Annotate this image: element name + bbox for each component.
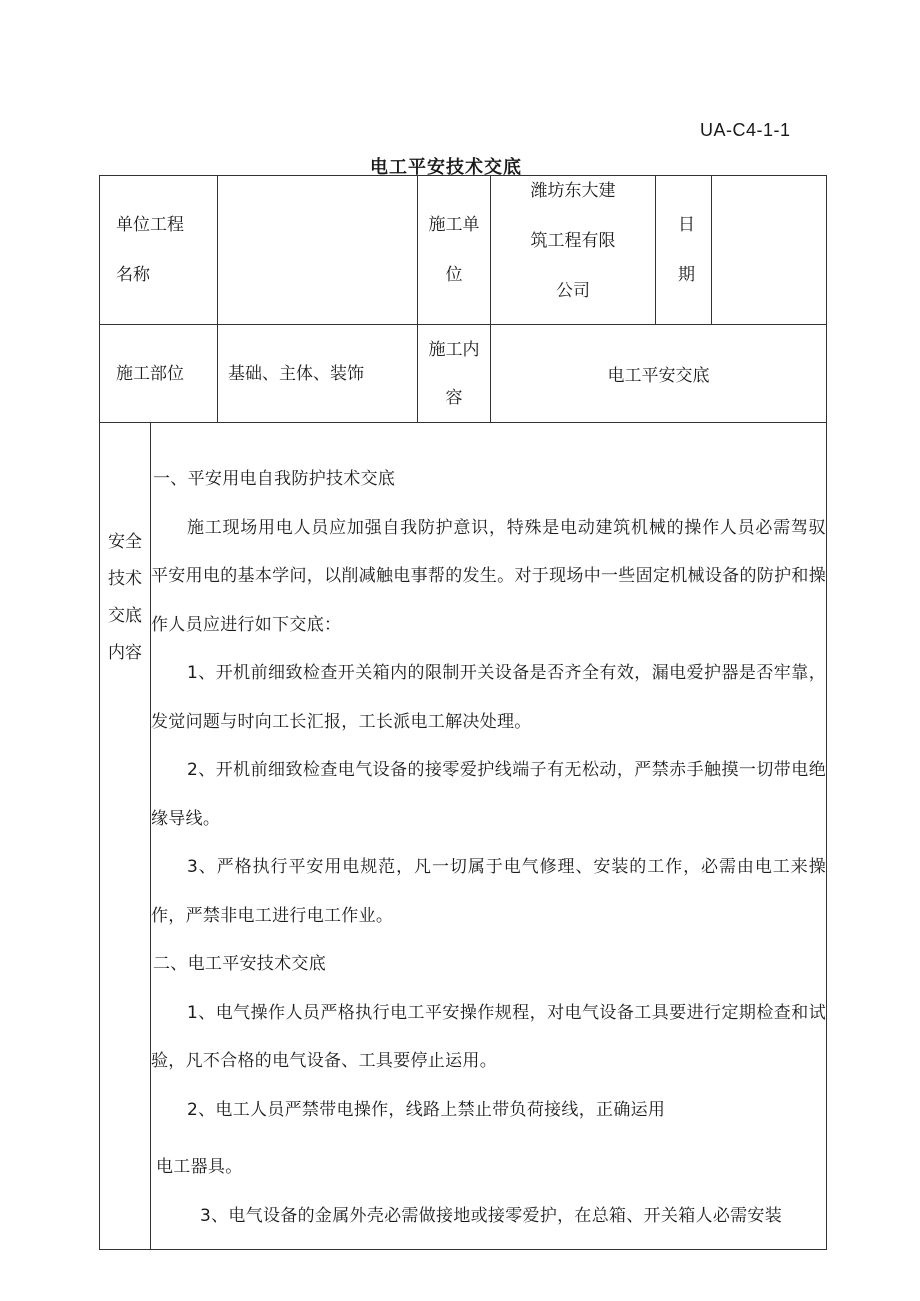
date-label-line2: 期: [678, 265, 695, 285]
side-label-line2: 技术: [108, 569, 142, 589]
section-heading-1: 一、平安用电自我防护技术交底: [153, 469, 396, 489]
contractor-label-line1: 施工单: [428, 215, 480, 235]
unit-name-label-line1: 单位工程: [116, 215, 184, 235]
document-title: 电工平安技术交底: [370, 157, 522, 178]
disclosure-side-label-cell: [100, 423, 151, 1250]
side-label-line3: 交底: [108, 606, 142, 626]
date-label-cell: [656, 176, 712, 325]
unit-name-value-cell: [218, 176, 418, 325]
contractor-label-line2: 位: [445, 265, 463, 285]
side-label-line1: 安全: [108, 532, 142, 552]
contractor-value-line1: 潍坊东大建: [530, 181, 616, 201]
table-row-part: [100, 325, 827, 423]
unit-name-label-cell: [100, 176, 218, 325]
part-value-cell: [218, 325, 418, 423]
table-row-disclosure: [100, 423, 827, 1250]
next-paragraph: 3、电气设备的金属外壳必需做接地或接零爱护，在总箱、开关箱人必需安装: [200, 1205, 783, 1226]
paragraph-intro: 施工现场用电人员应加强自我防护意识，特殊是电动建筑机械的操作人员必需驾驭平安用电的基本学问，以削减触电事帮的发生。对于现场中一些固定机械设备的防护和操作人员应进行如下交底：: [151, 517, 826, 635]
document-code: UA-C4-1-1: [700, 120, 791, 140]
content-label-cell: [418, 325, 491, 423]
content-value: 电工平安交底: [607, 366, 710, 386]
disclosure-form-table: [99, 175, 827, 1250]
content-value-cell: [491, 325, 827, 423]
paragraph-item-2-2: 2、电工人员严禁带电操作，线路上禁止带负荷接线，正确运用: [187, 1099, 666, 1120]
part-label: 施工部位: [116, 363, 184, 384]
contractor-label-cell: [418, 176, 491, 325]
contractor-value-line2: 筑工程有限: [530, 231, 616, 251]
paragraph-item-2-1: 1、电气操作人员严格执行电工平安操作规程，对电气设备工具要进行定期检查和试验，凡不合格的电气设备、工具要停止运用。: [151, 1002, 826, 1071]
part-value: 基础、主体、装饰: [228, 363, 364, 384]
date-label-line1: 日: [678, 215, 695, 235]
continuation-text: 电工器具。: [156, 1157, 243, 1177]
paragraph-item-1-2: 2、开机前细致检查电气设备的接零爱护线端子有无松动，严禁赤手触摸一切带电绝缘导线。: [151, 760, 826, 829]
unit-name-label-line2: 名称: [116, 265, 150, 285]
disclosure-body-cell: [151, 423, 827, 1250]
date-value-cell: [712, 176, 827, 325]
contractor-value-line3: 公司: [556, 281, 590, 301]
contractor-value-cell: [491, 176, 656, 325]
content-label-line2: 容: [445, 387, 463, 408]
after-table-text: [118, 1143, 826, 1240]
content-label-line1: 施工内: [428, 339, 480, 360]
paragraph-item-1-1: 1、开机前细致检查开关箱内的限制开关设备是否齐全有效，漏电爱护器是否牢靠，发觉问题与时向工长汇报，工长派电工解决处理。: [151, 663, 826, 732]
section-heading-2: 二、电工平安技术交底: [153, 954, 326, 974]
part-label-cell: [100, 325, 218, 423]
paragraph-item-1-3: 3、严格执行平安用电规范，凡一切属于电气修理、安装的工作，必需由电工来操作，严禁非电工进行电工作业。: [151, 857, 826, 926]
side-label-line4: 内容: [108, 643, 142, 663]
table-row-unit: [100, 176, 827, 325]
